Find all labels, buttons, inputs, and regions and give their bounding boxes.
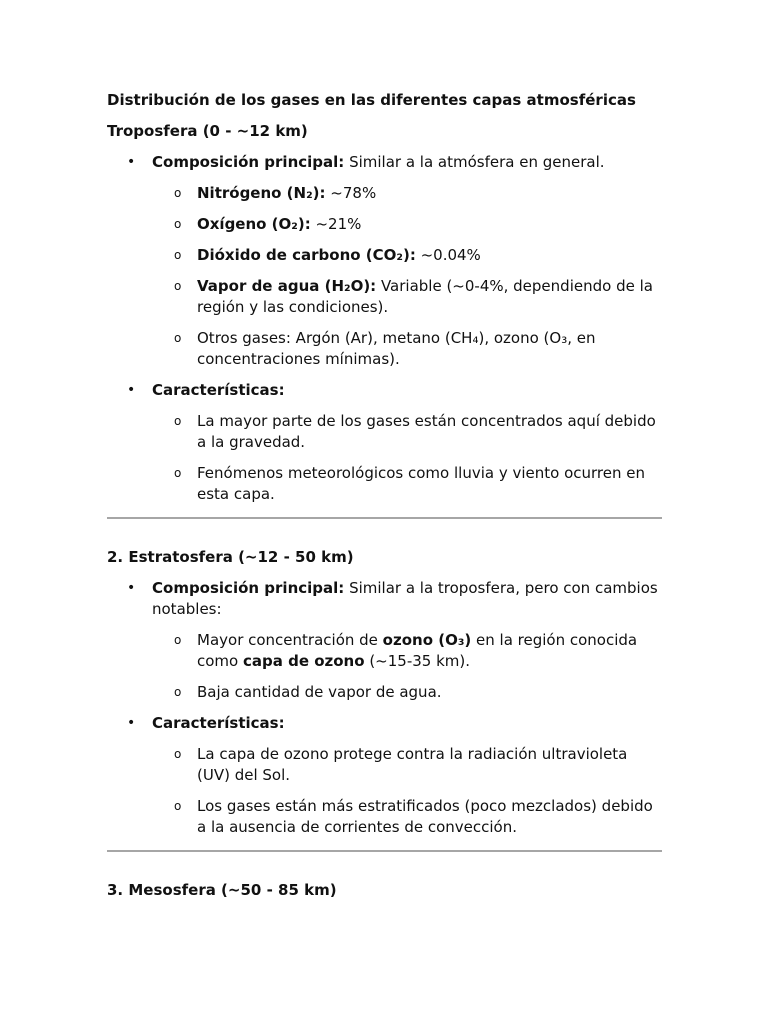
- list-item: [152, 245, 662, 266]
- composicion-label: Composición principal:: [152, 579, 345, 597]
- caracteristicas-label: Características:: [152, 714, 285, 732]
- list-item: [107, 713, 662, 838]
- composicion-sublist: [152, 630, 662, 703]
- item-bold-ozono: ozono (O₃): [382, 631, 472, 649]
- gas-value: ~78%: [325, 184, 377, 202]
- list-item: [107, 152, 662, 370]
- circle-bullet-icon: o: [174, 466, 182, 480]
- gas-value: ~21%: [310, 215, 362, 233]
- list-item: [152, 796, 662, 838]
- circle-bullet-icon: o: [174, 186, 182, 200]
- composicion-text: Similar a la atmósfera en general.: [344, 153, 605, 171]
- section-divider: [107, 850, 662, 852]
- list-item: [107, 380, 662, 505]
- list-item: [152, 744, 662, 786]
- estratosfera-heading: 2. Estratosfera (~12 - 50 km): [107, 548, 354, 566]
- list-item: [152, 328, 662, 370]
- estratosfera-list: [107, 578, 662, 838]
- caracteristica-text: La capa de ozono protege contra la radiación ultravioleta (UV) del Sol.: [197, 745, 628, 784]
- section-divider: [107, 517, 662, 519]
- gas-label: Vapor de agua (H₂O):: [197, 277, 377, 295]
- circle-bullet-icon: o: [174, 279, 182, 293]
- gas-value: Variable (~0-4%, dependiendo de la región y las condiciones).: [197, 277, 653, 316]
- item-text-post: (~15-35 km).: [364, 652, 471, 670]
- circle-bullet-icon: o: [174, 331, 182, 345]
- circle-bullet-icon: o: [174, 248, 182, 262]
- composicion-text: Similar a la troposfera, pero con cambios notables:: [152, 579, 658, 618]
- circle-bullet-icon: o: [174, 747, 182, 761]
- gas-label: Oxígeno (O₂):: [197, 215, 311, 233]
- gas-label: Dióxido de carbono (CO₂):: [197, 246, 416, 264]
- caracteristica-text: La mayor parte de los gases están concentrados aquí debido a la gravedad.: [197, 412, 656, 451]
- caracteristica-text: Los gases están más estratificados (poco mezclados) debido a la ausencia de corrientes de convección.: [197, 797, 653, 836]
- caracteristica-text: Fenómenos meteorológicos como lluvia y viento ocurren en esta capa.: [197, 464, 646, 503]
- list-item: [152, 411, 662, 453]
- troposfera-heading: Troposfera (0 - ~12 km): [107, 122, 308, 140]
- item-text-pre: Mayor concentración de: [197, 631, 383, 649]
- document-content: [107, 90, 662, 911]
- gas-label: Nitrógeno (N₂):: [197, 184, 326, 202]
- circle-bullet-icon: o: [174, 217, 182, 231]
- composicion-sublist: [152, 183, 662, 370]
- list-item: [152, 463, 662, 505]
- caracteristicas-label: Características:: [152, 381, 285, 399]
- item-bold-capa: capa de ozono: [242, 652, 365, 670]
- bullet-icon: •: [127, 154, 136, 170]
- circle-bullet-icon: o: [174, 685, 182, 699]
- circle-bullet-icon: o: [174, 799, 182, 813]
- gas-value: ~0.04%: [415, 246, 481, 264]
- circle-bullet-icon: o: [174, 633, 182, 647]
- list-item: [152, 214, 662, 235]
- caracteristicas-sublist: [152, 411, 662, 505]
- caracteristicas-sublist: [152, 744, 662, 838]
- list-item: [152, 630, 662, 672]
- circle-bullet-icon: o: [174, 414, 182, 428]
- bullet-icon: •: [127, 580, 136, 596]
- list-item: [152, 276, 662, 318]
- item-text: Baja cantidad de vapor de agua.: [197, 683, 442, 701]
- list-item: [107, 578, 662, 703]
- list-item: [152, 183, 662, 204]
- mesosfera-heading: 3. Mesosfera (~50 - 85 km): [107, 881, 337, 899]
- troposfera-list: [107, 152, 662, 505]
- gas-value: Otros gases: Argón (Ar), metano (CH₄), ozono (O₃, en concentraciones mínimas).: [197, 329, 596, 368]
- bullet-icon: •: [127, 382, 136, 398]
- bullet-icon: •: [127, 715, 136, 731]
- composicion-label: Composición principal:: [152, 153, 345, 171]
- document-title: Distribución de los gases en las diferentes capas atmosféricas: [107, 91, 636, 109]
- item-text-mid: en la región conocida como: [197, 631, 638, 670]
- list-item: [152, 682, 662, 703]
